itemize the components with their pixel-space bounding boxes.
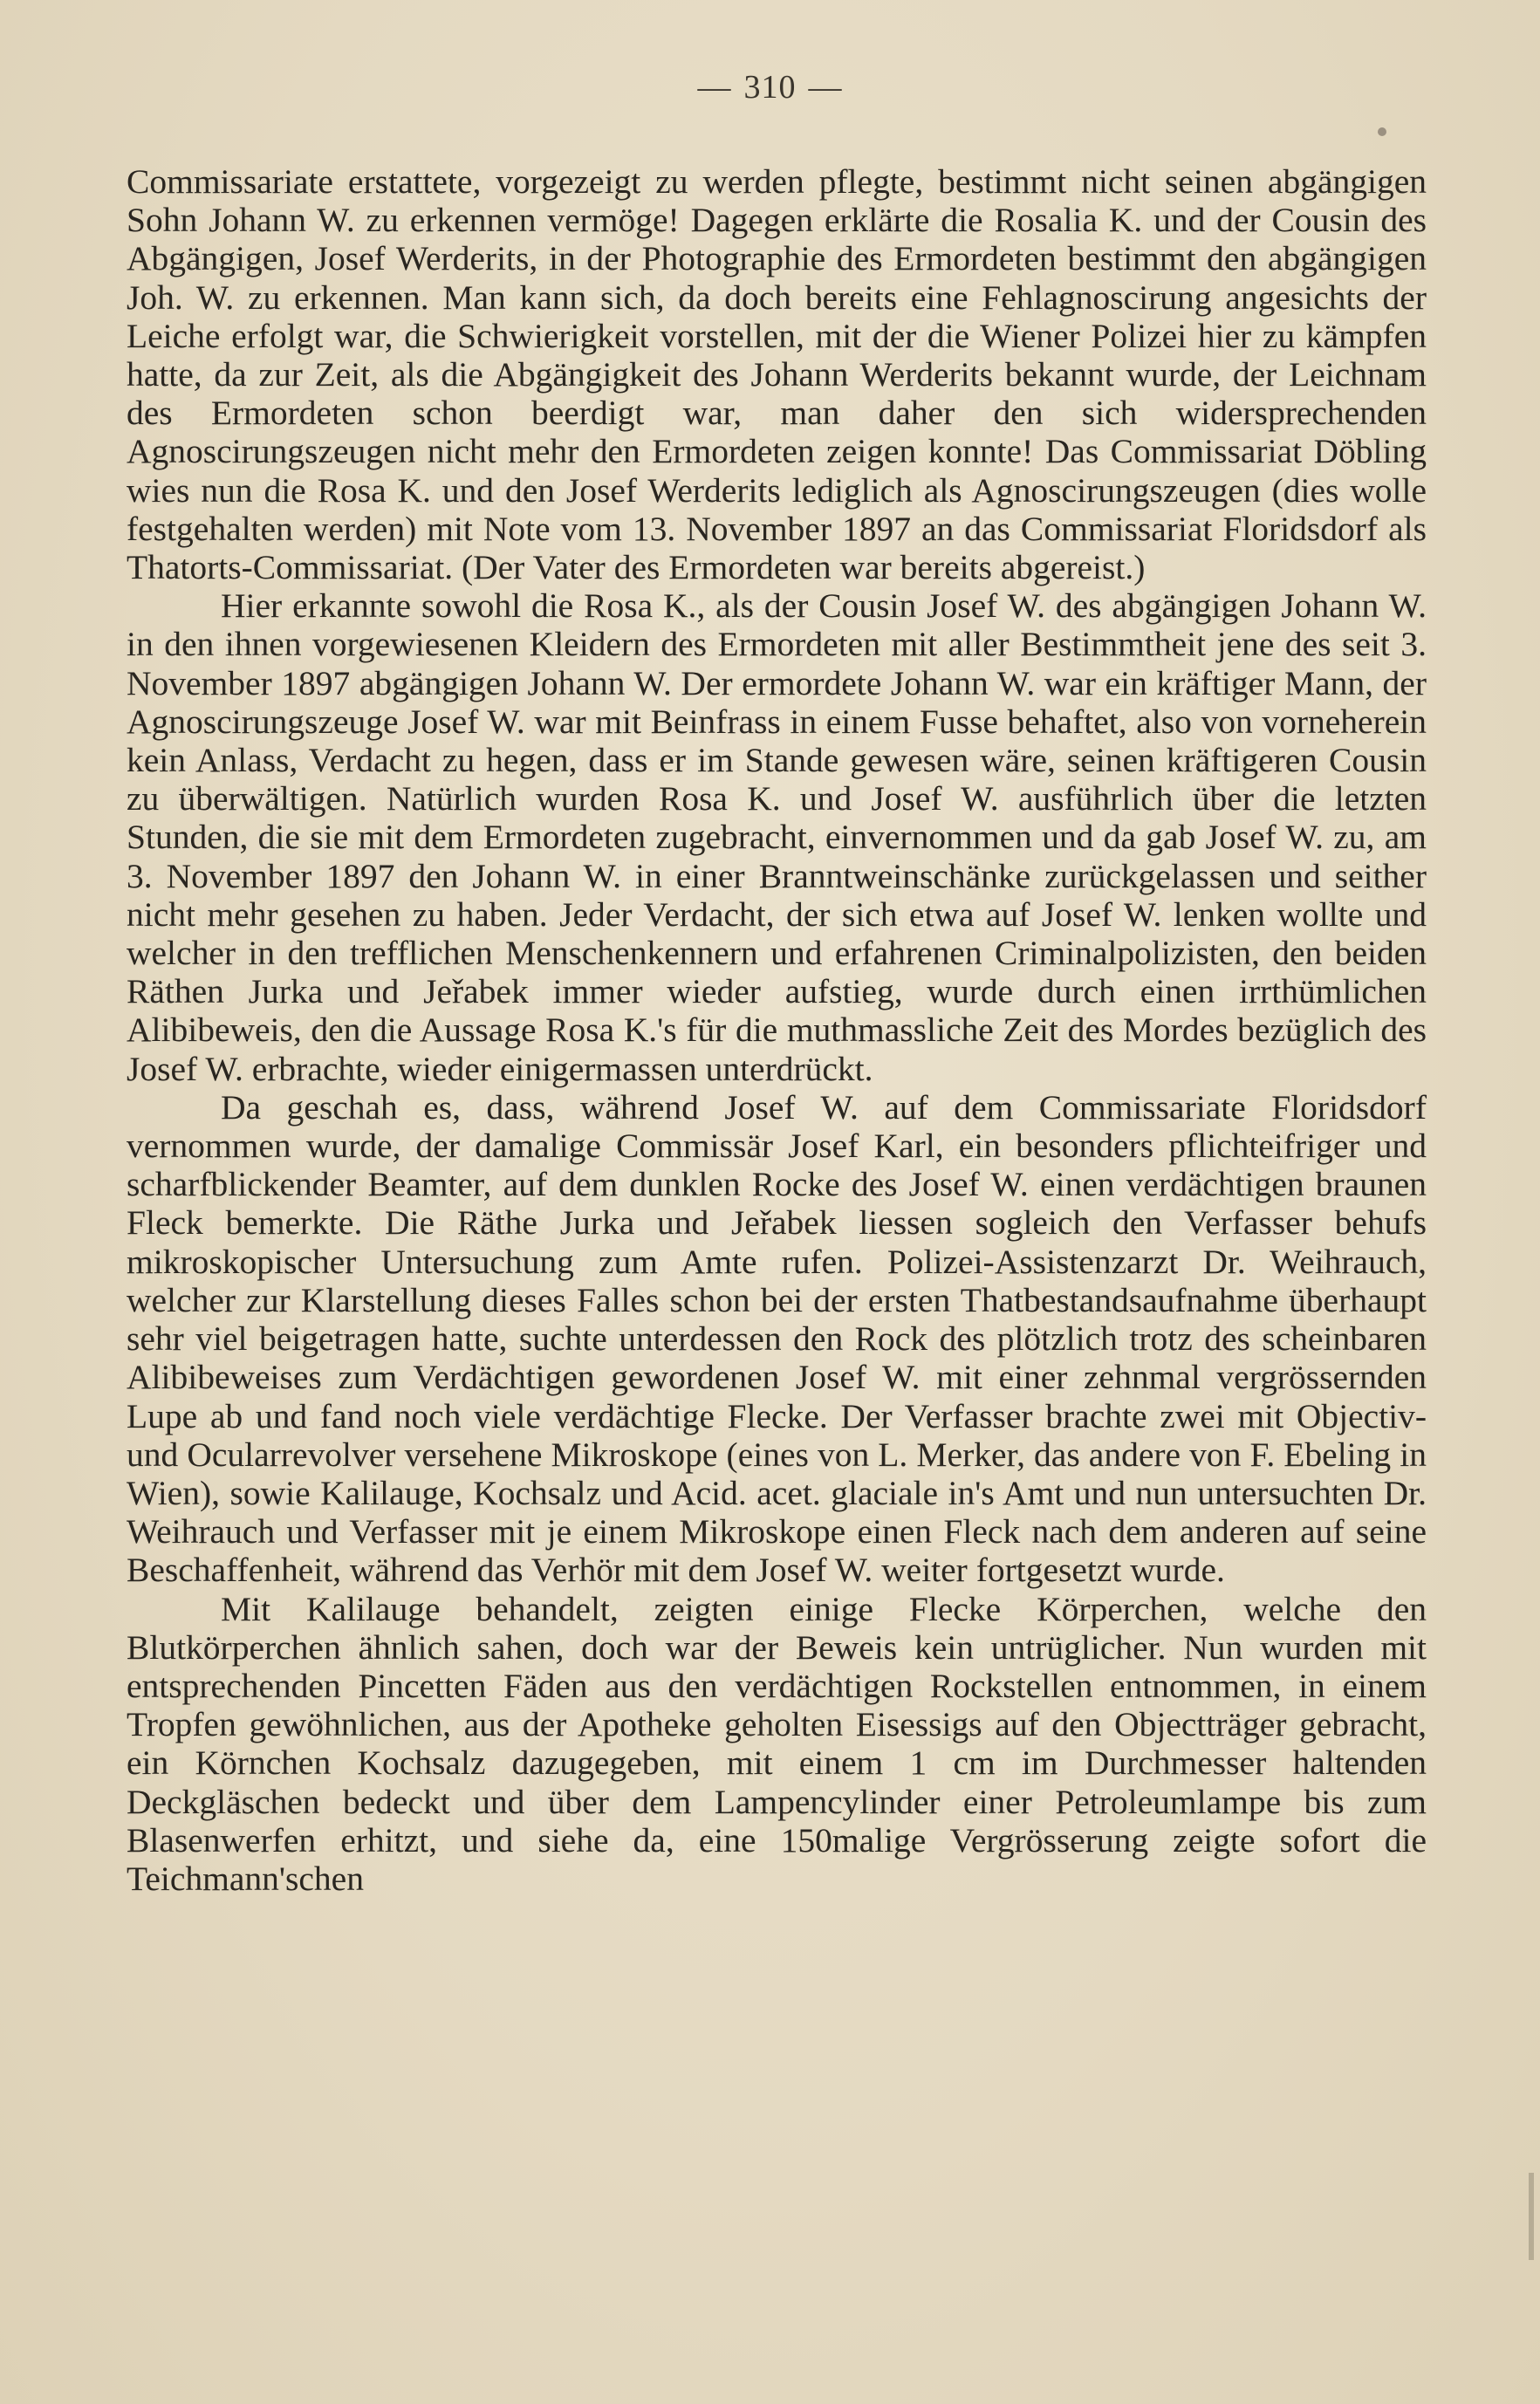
- page-edge-mark: [1529, 2173, 1534, 2260]
- paragraph-1: Commissariate erstattete, vorgezeigt zu werden pflegte, bestimmt nicht seinen abgängigen Sohn Johann W. zu erkennen vermöge! Dagegen erklärte die Rosalia K. und der Cousin des Abgängigen, Josef Werderits, in der Photographie des Ermordeten bestimmt den abgängigen Joh. W. zu erkennen. Man kann sich, da doch bereits eine Fehlagnoscirung angesichts der Leiche erfolgt war, die Schwierigkeit vorstellen, mit der die Wiener Polizei hier zu kämpfen hatte, da zur Zeit, als die Abgängigkeit des Johann Werderits bekannt wurde, der Leichnam des Ermordeten schon beerdigt war, man daher den sich widersprechenden Agnoscirungszeugen nicht mehr den Ermordeten zeigen konnte! Das Commissariat Döbling wies nun die Rosa K. und den Josef Werderits lediglich als Agnoscirungszeugen (dies wolle festgehalten werden) mit Note vom 13. November 1897 an das Commissariat Floridsdorf als Thatorts-Commissariat. (Der Vater des Ermordeten war bereits abgereist.): [127, 162, 1427, 587]
- paragraph-2: Hier erkannte sowohl die Rosa K., als der Cousin Josef W. des abgängigen Johann W. in den ihnen vorgewiesenen Kleidern des Ermordeten mit aller Bestimmtheit jene des seit 3. November 1897 abgängigen Johann W. Der ermordete Johann W. war ein kräftiger Mann, der Agnoscirungszeuge Josef W. war mit Beinfrass in einem Fusse behaftet, also von vorneherein kein Anlass, Verdacht zu hegen, dass er im Stande gewesen wäre, seinen kräftigeren Cousin zu überwältigen. Natürlich wurden Rosa K. und Josef W. ausführlich über die letzten Stunden, die sie mit dem Ermordeten zugebracht, einvernommen und da gab Josef W. zu, am 3. November 1897 den Johann W. in einer Branntweinschänke zurückgelassen und seither nicht mehr gesehen zu haben. Jeder Verdacht, der sich etwa auf Josef W. lenken wollte und welcher in den trefflichen Menschenkennern und erfahrenen Criminalpolizisten, den beiden Räthen Jurka und Jeřabek immer wieder aufstieg, wurde durch einen irrthümlichen Alibibeweis, den die Aussage Rosa K.'s für die muthmassliche Zeit des Mordes bezüglich des Josef W. erbrachte, wieder einigermassen unterdrückt.: [127, 586, 1427, 1088]
- header-dash-left: —: [697, 69, 732, 106]
- paragraph-4: Mit Kalilauge behandelt, zeigten einige Flecke Körperchen, welche den Blutkörperchen ähnlich sahen, doch war der Beweis kein untrüglicher. Nun wurden mit entsprechenden Pincetten Fäden aus den verdächtigen Rockstellen entnommen, in einem Tropfen gewöhnlichen, aus der Apotheke geholten Eisessigs auf den Objectträger gebracht, ein Körnchen Kochsalz dazugegeben, mit einem 1 cm im Durchmesser haltenden Deckgläschen bedeckt und über dem Lampencylinder einer Petroleumlampe bis zum Blasenwerfen erhitzt, und siehe da, eine 150malige Vergrösserung zeigte sofort die Teichmann'schen: [127, 1589, 1427, 1898]
- page-header: [0, 68, 1540, 106]
- ink-speck: [1378, 127, 1386, 136]
- page-number: 310: [743, 69, 797, 106]
- body-text: [127, 162, 1427, 1898]
- paragraph-3: Da geschah es, dass, während Josef W. auf dem Commissariate Floridsdorf vernommen wurde, der damalige Commissär Josef Karl, ein besonders pflichteifriger und scharfblickender Beamter, auf dem dunklen Rocke des Josef W. einen verdächtigen braunen Fleck bemerkte. Die Räthe Jurka und Jeřabek liessen sogleich den Verfasser behufs mikroskopischer Untersuchung zum Amte rufen. Polizei-Assistenzarzt Dr. Weihrauch, welcher zur Klarstellung dieses Falles schon bei der ersten Thatbestandsaufnahme überhaupt sehr viel beigetragen hatte, suchte unterdessen den Rock des plötzlich trotz des scheinbaren Alibibeweises zum Verdächtigen gewordenen Josef W. mit einer zehnmal vergrössernden Lupe ab und fand noch viele verdächtige Flecke. Der Verfasser brachte zwei mit Objectiv- und Ocularrevolver versehene Mikroskope (eines von L. Merker, das andere von F. Ebeling in Wien), sowie Kalilauge, Kochsalz und Acid. acet. glaciale in's Amt und nun untersuchten Dr. Weihrauch und Verfasser mit je einem Mikroskope einen Fleck nach dem anderen auf seine Beschaffenheit, während das Verhör mit dem Josef W. weiter fortgesetzt wurde.: [127, 1087, 1427, 1590]
- header-dash-right: —: [808, 69, 843, 106]
